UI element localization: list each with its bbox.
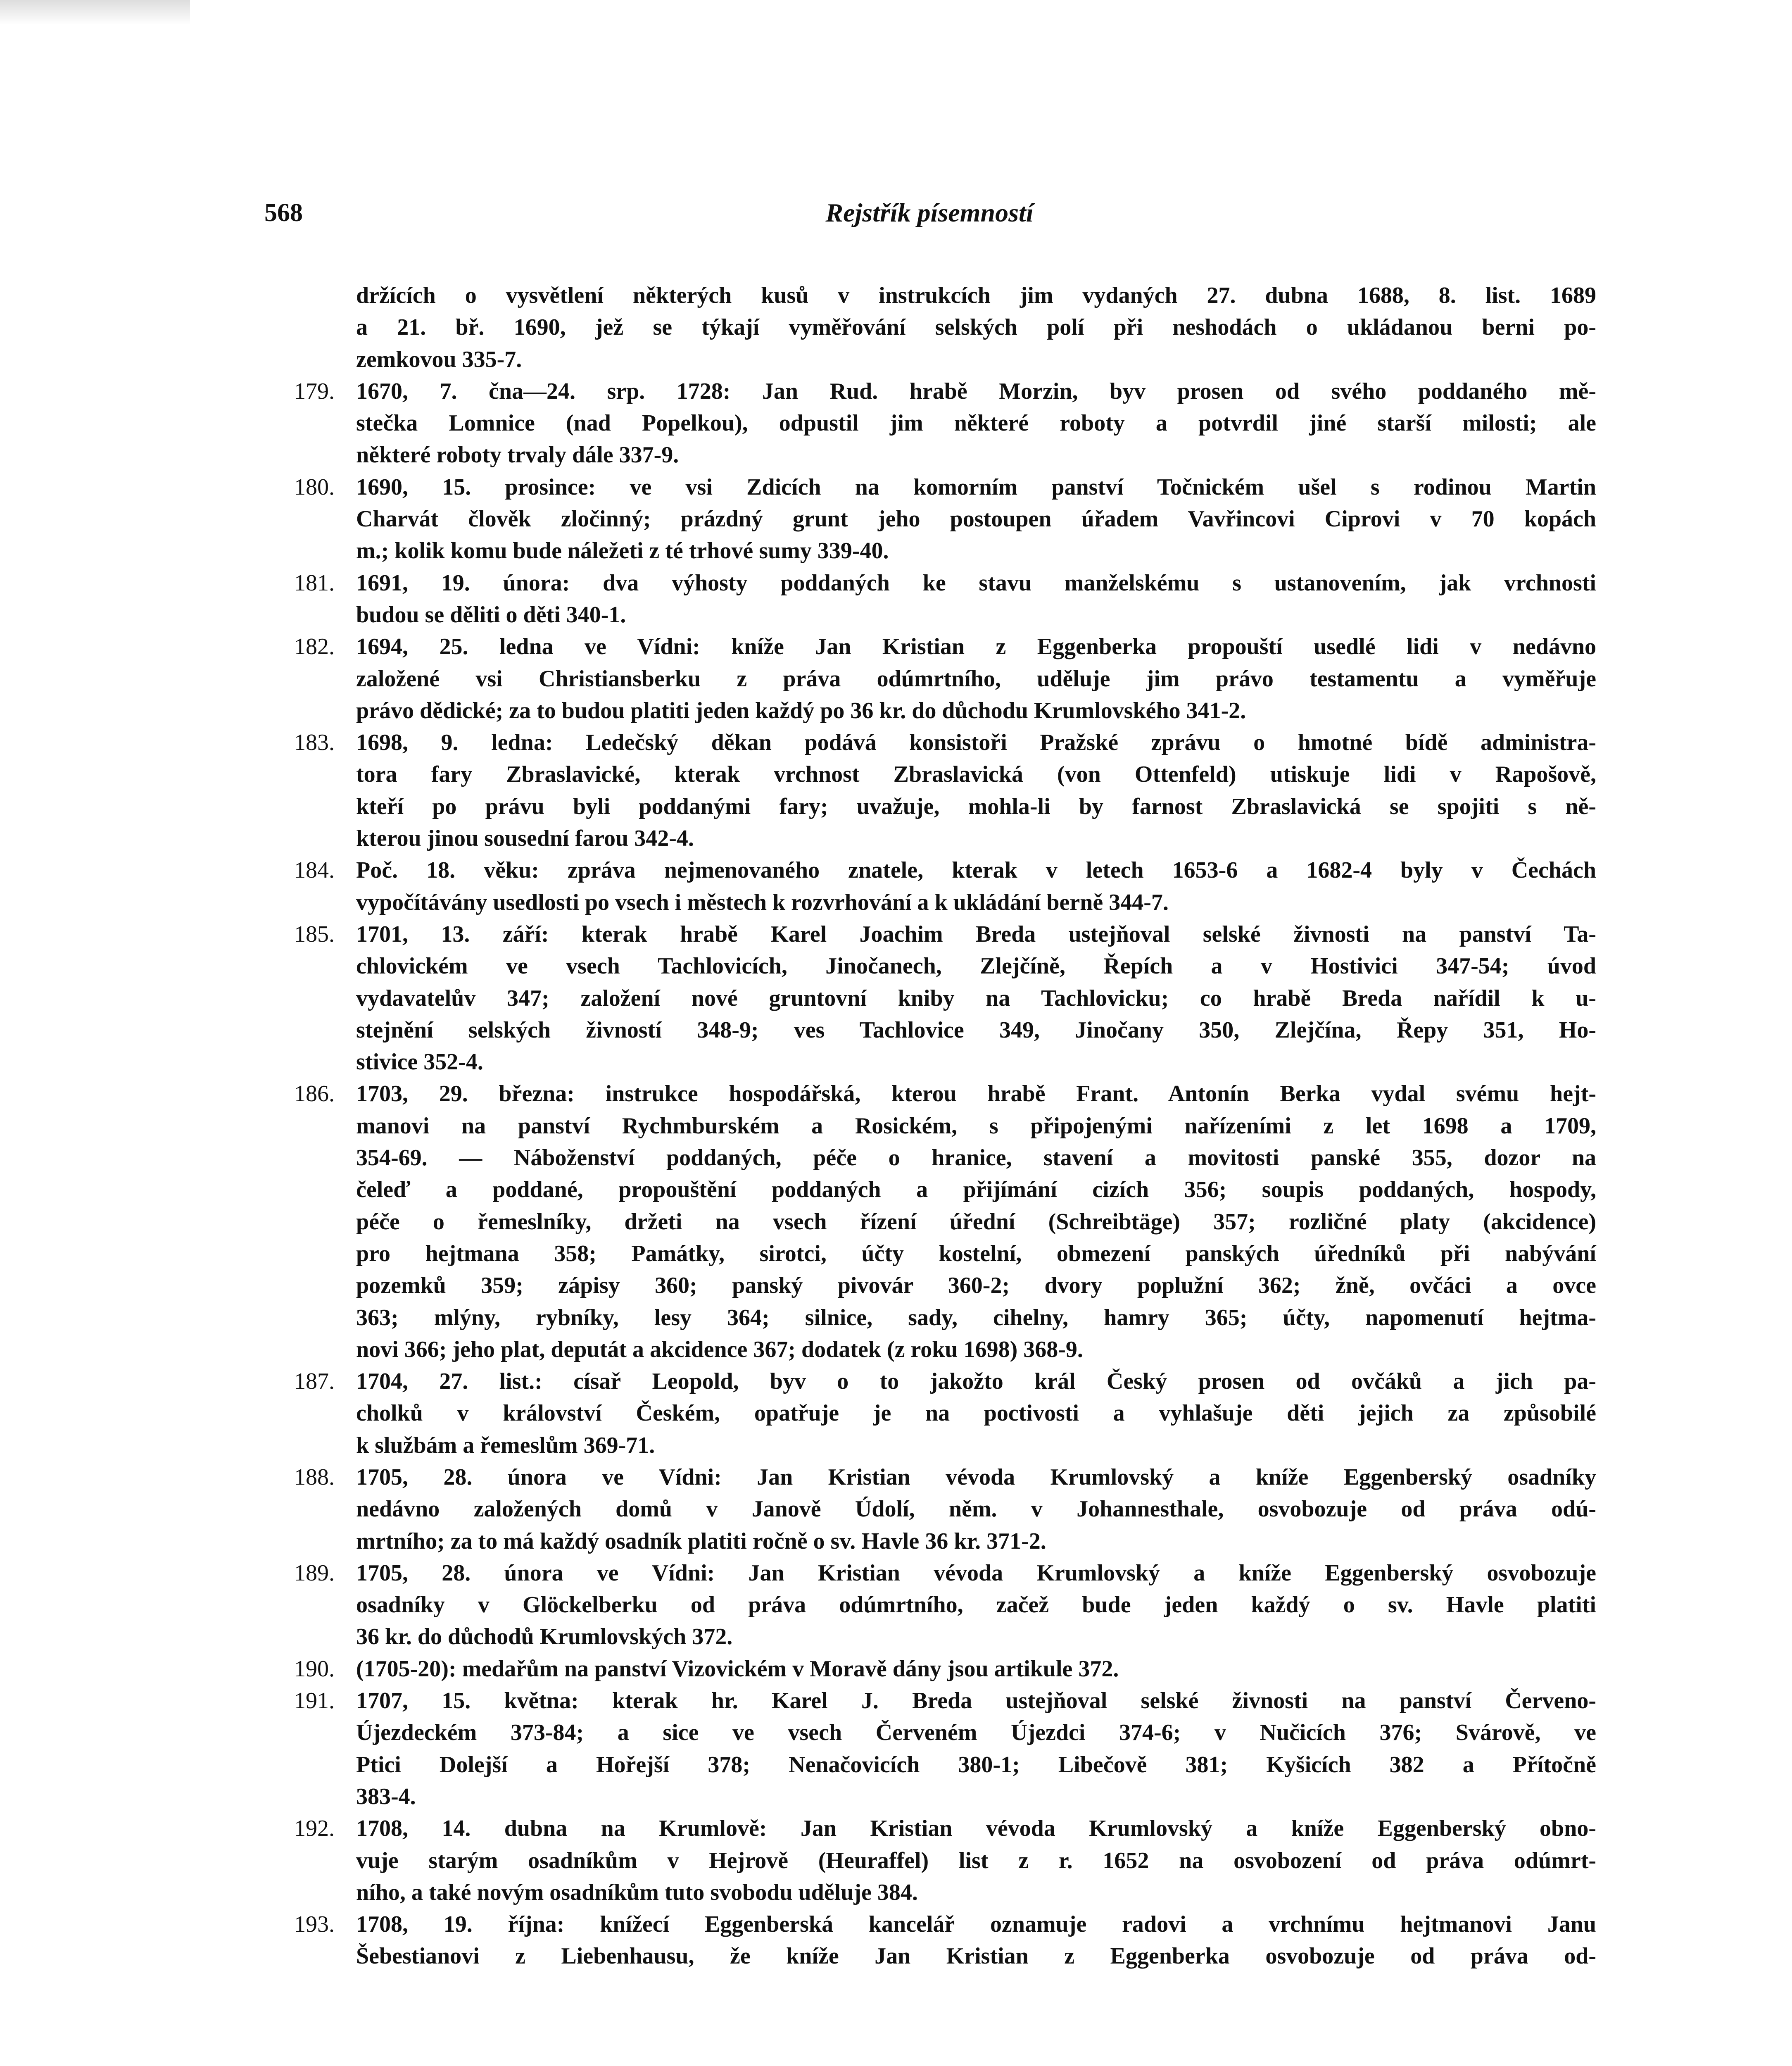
text-line: budou se děliti o děti 340-1. [356,602,626,628]
text-line: stejnění selských živností 348-9; ves Tachlovice 349, Jinočany 350, Zlejčína, Řepy 351, Ho- [356,1017,1596,1043]
register-entry [273,1366,1596,1461]
text-line: Šebestianovi z Liebenhausu, že kníže Jan Kristian z Eggenberka osvobozuje od práva od- [356,1943,1596,1969]
entry-number: 192. [294,1816,335,1842]
text-line: 1670, 7. čna—24. srp. 1728: Jan Rud. hrabě Morzin, byv prosen od svého poddaného mě- [356,378,1596,404]
text-line: 354-69. — Náboženství poddaných, péče o hranice, stavení a movitosti panské 355, dozor na [356,1145,1596,1171]
text-line: (1705-20): medařům na panství Vizovickém v Moravě dány jsou artikule 372. [356,1656,1119,1682]
register-entries [273,0,1596,1973]
text-line: manovi na panství Rychmburském a Rosickém, s připojenými nařízeními z let 1698 a 1709, [356,1113,1596,1139]
text-line: 383-4. [356,1783,416,1809]
text-line: 1691, 19. února: dva výhosty poddaných ke stavu manželskému s ustanovením, jak vrchnosti [356,570,1596,596]
entry-number: 193. [294,1911,335,1937]
text-line: 1703, 29. března: instrukce hospodářská, kterou hrabě Frant. Antonín Berka vydal svému hejt- [356,1081,1596,1107]
text-line: osadníky v Glöckelberku od práva odúmrtního, začež bude jeden každý o sv. Havle platiti [356,1592,1596,1618]
text-line: 1698, 9. ledna: Ledečský děkan podává konsistoři Pražské zprávu o hmotné bídě administra- [356,730,1596,756]
text-line: pozemků 359; zápisy 360; panský pivovár 360-2; dvory poplužní 362; žně, ovčáci a ovce [356,1273,1596,1299]
text-line: 363; mlýny, rybníky, lesy 364; silnice, sady, cihelny, hamry 365; účty, napomenutí hejtma- [356,1304,1596,1331]
page-number: 568 [264,199,303,227]
text-line: držících o vysvětlení některých kusů v instrukcích jim vydaných 27. dubna 1688, 8. list. 1689 [356,283,1596,308]
text-line: chlovickém ve vsech Tachlovicích, Jinočanech, Zlejčíně, Řepích a v Hostivici 347-54; úvod [356,953,1596,979]
text-line: m.; kolik komu bude náležeti z té trhové sumy 339-40. [356,538,889,564]
text-line: Poč. 18. věku: zpráva nejmenovaného znatele, kterak v letech 1653-6 a 1682-4 byly v Čechách [356,857,1596,883]
text-line: kteří po právu byli poddanými fary; uvažuje, mohla-li by farnost Zbraslavická se spojiti s ně- [356,793,1596,819]
text-line: nedávno založených domů v Janově Údolí, něm. v Johannesthale, osvobozuje od práva odú- [356,1496,1596,1522]
register-entry [273,471,1596,567]
running-title: Rejstřík písemností [825,198,1034,227]
text-line: některé roboty trvaly dále 337-9. [356,442,679,468]
text-line: 1704, 27. list.: císař Leopold, byv o to jakožto král Český prosen od ovčáků a jich pa- [356,1369,1596,1395]
text-line: tora fary Zbraslavické, kterak vrchnost Zbraslavická (von Ottenfeld) utiskuje lidi v Rapošově, [356,762,1596,788]
register-entry [273,1557,1596,1653]
text-line: 1707, 15. května: kterak hr. Karel J. Breda ustejňoval selské živnosti na panství Červeno- [356,1688,1596,1714]
text-line: 1708, 14. dubna na Krumlově: Jan Kristian vévoda Krumlovský a kníže Eggenberský obno- [356,1816,1596,1842]
text-line: 1705, 28. února ve Vídni: Jan Kristian vévoda Krumlovský a kníže Eggenberský osadníky [356,1464,1596,1490]
text-line: péče o řemeslníky, držeti na vsech řízení úřední (Schreibtäge) 357; rozličné platy (akcidence) [356,1209,1596,1235]
text-line: právo dědické; za to budou platiti jeden každý po 36 kr. do důchodu Krumlovského 341-2. [356,697,1246,724]
register-entry [273,376,1596,471]
text-line: cholků v království Českém, opatřuje je na poctivosti a vyhlašuje děti jejich za způsobilé [356,1400,1596,1426]
text-line: Charvát člověk zločinný; prázdný grunt jeho postoupen úřadem Vavřincovi Ciprovi v 70 kopách [356,506,1596,532]
entry-number: 181. [294,570,335,596]
register-entry [273,1653,1596,1685]
text-line: 1705, 28. února ve Vídni: Jan Kristian vévoda Krumlovský a kníže Eggenberský osvobozuje [356,1560,1596,1586]
text-line: Újezdeckém 373-84; a sice ve vsech Červeném Újezdci 374-6; v Nučicích 376; Svárově, ve [356,1720,1596,1746]
register-entry [273,631,1596,727]
text-line: a 21. bř. 1690, jež se týkají vyměřování selských polí při neshodách o ukládanou berni po- [356,314,1596,340]
entry-number: 186. [294,1081,335,1107]
entry-number: 187. [294,1369,335,1395]
entry-number: 182. [294,634,335,660]
register-entry [273,727,1596,854]
text-line: vypočítávány usedlosti po vsech i městech k rozvrhování a k ukládání berně 344-7. [356,889,1169,915]
entry-number: 179. [294,378,335,404]
register-entry [273,1078,1596,1366]
register-entry [273,1685,1596,1813]
register-entry [273,854,1596,919]
text-line: novi 366; jeho plat, deputát a akcidence 367; dodatek (z roku 1698) 368-9. [356,1336,1083,1362]
scan-edge-artifact [0,0,190,25]
text-line: ního, a také novým osadníkům tuto svobodu uděluje 384. [356,1879,918,1905]
text-line: 36 kr. do důchodů Krumlovských 372. [356,1624,733,1650]
entry-number: 189. [294,1560,335,1586]
entry-number: 183. [294,730,335,756]
text-line: Ptici Dolejší a Hořejší 378; Nenačovicích 380-1; Libečově 381; Kyšicích 382 a Přítočně [356,1752,1596,1778]
entry-number: 185. [294,921,335,947]
register-entry [273,1909,1596,1973]
register-entry [273,919,1596,1078]
text-line: zemkovou 335-7. [356,346,522,372]
register-entry [273,280,1596,376]
entry-number: 184. [294,857,335,883]
register-entry [273,1813,1596,1909]
entry-number: 190. [294,1656,335,1682]
text-line: vydavatelův 347; založení nové gruntovní kniby na Tachlovicku; co hrabě Breda nařídil k u- [356,985,1596,1011]
text-line: 1708, 19. října: knížecí Eggenberská kancelář oznamuje radovi a vrchnímu hejtmanovi Janu [356,1911,1596,1937]
entry-number: 188. [294,1464,335,1490]
text-line: mrtního; za to má každý osadník platiti ročně o sv. Havle 36 kr. 371-2. [356,1528,1046,1554]
register-entry [273,1461,1596,1557]
text-line: stečka Lomnice (nad Popelkou), odpustil jim některé roboty a potvrdil jiné starší milosti; ale [356,410,1596,436]
entry-number: 180. [294,474,335,500]
text-line: 1701, 13. září: kterak hrabě Karel Joachim Breda ustejňoval selské živnosti na panství Ta- [356,921,1596,947]
text-line: pro hejtmana 358; Památky, sirotci, účty kostelní, obmezení panských úředníků při nabývání [356,1240,1596,1266]
text-line: vuje starým osadníkům v Hejrově (Heuraffel) list z r. 1652 na osvobození od práva odúmrt- [356,1847,1596,1873]
text-line: k službám a řemeslům 369-71. [356,1432,655,1458]
text-line: kterou jinou sousední farou 342-4. [356,826,694,852]
text-line: stivice 352-4. [356,1049,483,1075]
text-line: čeleď a poddané, propouštění poddaných a přijímání cizích 356; soupis poddaných, hospody, [356,1177,1596,1203]
text-line: 1690, 15. prosince: ve vsi Zdicích na komorním panství Točnickém ušel s rodinou Martin [356,474,1596,500]
text-line: 1694, 25. ledna ve Vídni: kníže Jan Kristian z Eggenberka propouští usedlé lidi v nedávno [356,634,1596,660]
text-line: založené vsi Christiansberku z práva odúmrtního, uděluje jim právo testamentu a vyměřuje [356,666,1596,692]
entry-number: 191. [294,1688,335,1714]
register-entry [273,567,1596,631]
